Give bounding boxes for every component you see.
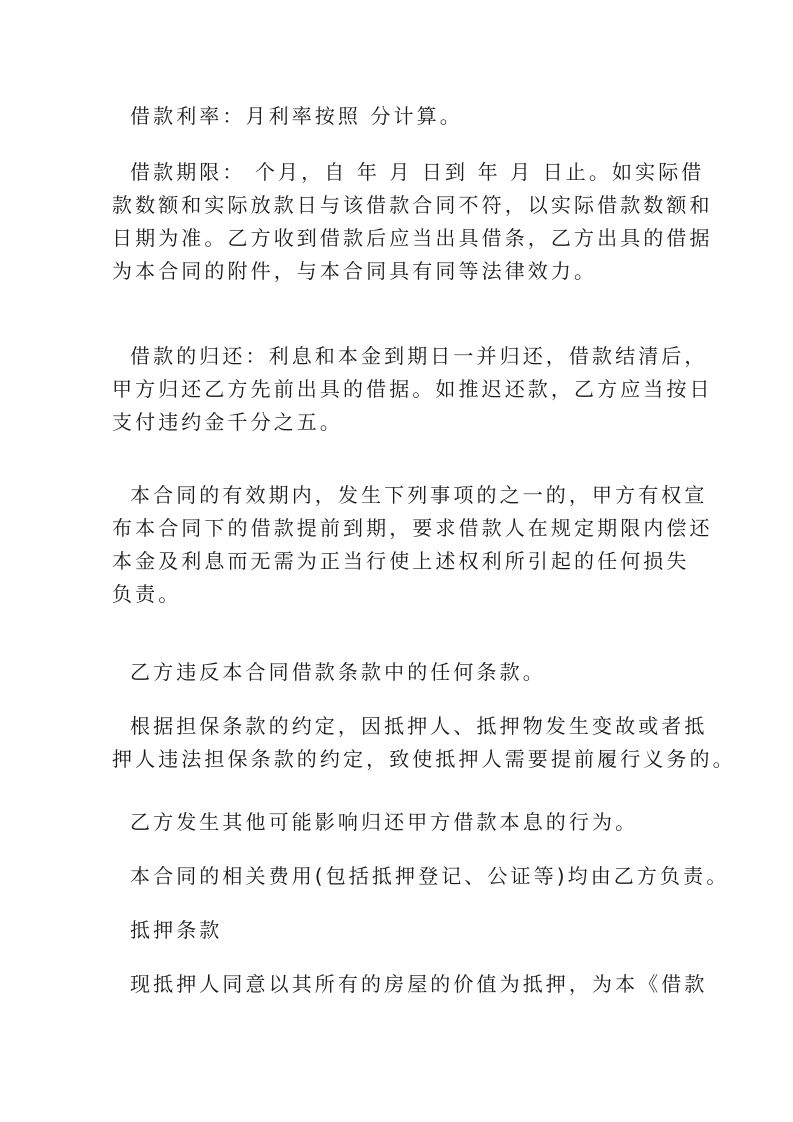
paragraph-fees [112, 860, 730, 893]
paragraph-early-maturity [112, 479, 713, 611]
paragraph-loan-term [112, 156, 713, 288]
paragraph-interest-rate [112, 100, 692, 133]
text-line: 甲方归还乙方先前出具的借据。如推迟还款，乙方应当按日 [112, 377, 713, 401]
paragraph-other-behavior [112, 806, 692, 839]
text-line: 借款利率：月利率按照 分计算。 [130, 104, 463, 128]
text-line: 本合同的相关费用(包括抵押登记、公证等)均由乙方负责。 [130, 864, 730, 888]
text-line: 负责。 [112, 582, 182, 606]
text-line: 本合同的有效期内，发生下列事项的之一的，甲方有权宣 [130, 483, 708, 507]
text-line: 乙方违反本合同借款条款中的任何条款。 [130, 660, 546, 684]
paragraph-breach-clause [112, 656, 692, 689]
text-line: 日期为准。乙方收到借款后应当出具借条，乙方出具的借据 [112, 226, 713, 250]
text-line: 为本合同的附件，与本合同具有同等法律效力。 [112, 259, 598, 283]
paragraph-guarantee-clause [112, 710, 736, 776]
text-line: 根据担保条款的约定，因抵押人、抵押物发生变故或者抵 [130, 714, 708, 738]
paragraph-repayment [112, 340, 713, 439]
text-line: 本金及利息而无需为正当行使上述权利所引起的任何损失 [112, 549, 690, 573]
text-line: 款数额和实际放款日与该借款合同不符，以实际借款数额和 [112, 193, 713, 217]
text-line: 抵押条款 [130, 918, 223, 942]
paragraph-mortgage-terms [112, 968, 708, 1001]
text-line: 押人违法担保条款的约定，致使抵押人需要提前履行义务的。 [112, 747, 736, 771]
text-line: 现抵押人同意以其所有的房屋的价值为抵押，为本《借款 [130, 972, 708, 996]
text-line: 乙方发生其他可能影响归还甲方借款本息的行为。 [130, 810, 639, 834]
text-line: 借款期限： 个月，自 年 月 日到 年 月 日止。如实际借 [130, 160, 705, 184]
section-heading-mortgage [112, 914, 692, 947]
text-line: 布本合同下的借款提前到期，要求借款人在规定期限内偿还 [112, 516, 713, 540]
text-line: 支付违约金千分之五。 [112, 410, 343, 434]
text-line: 借款的归还：利息和本金到期日一并归还，借款结清后， [130, 344, 708, 368]
